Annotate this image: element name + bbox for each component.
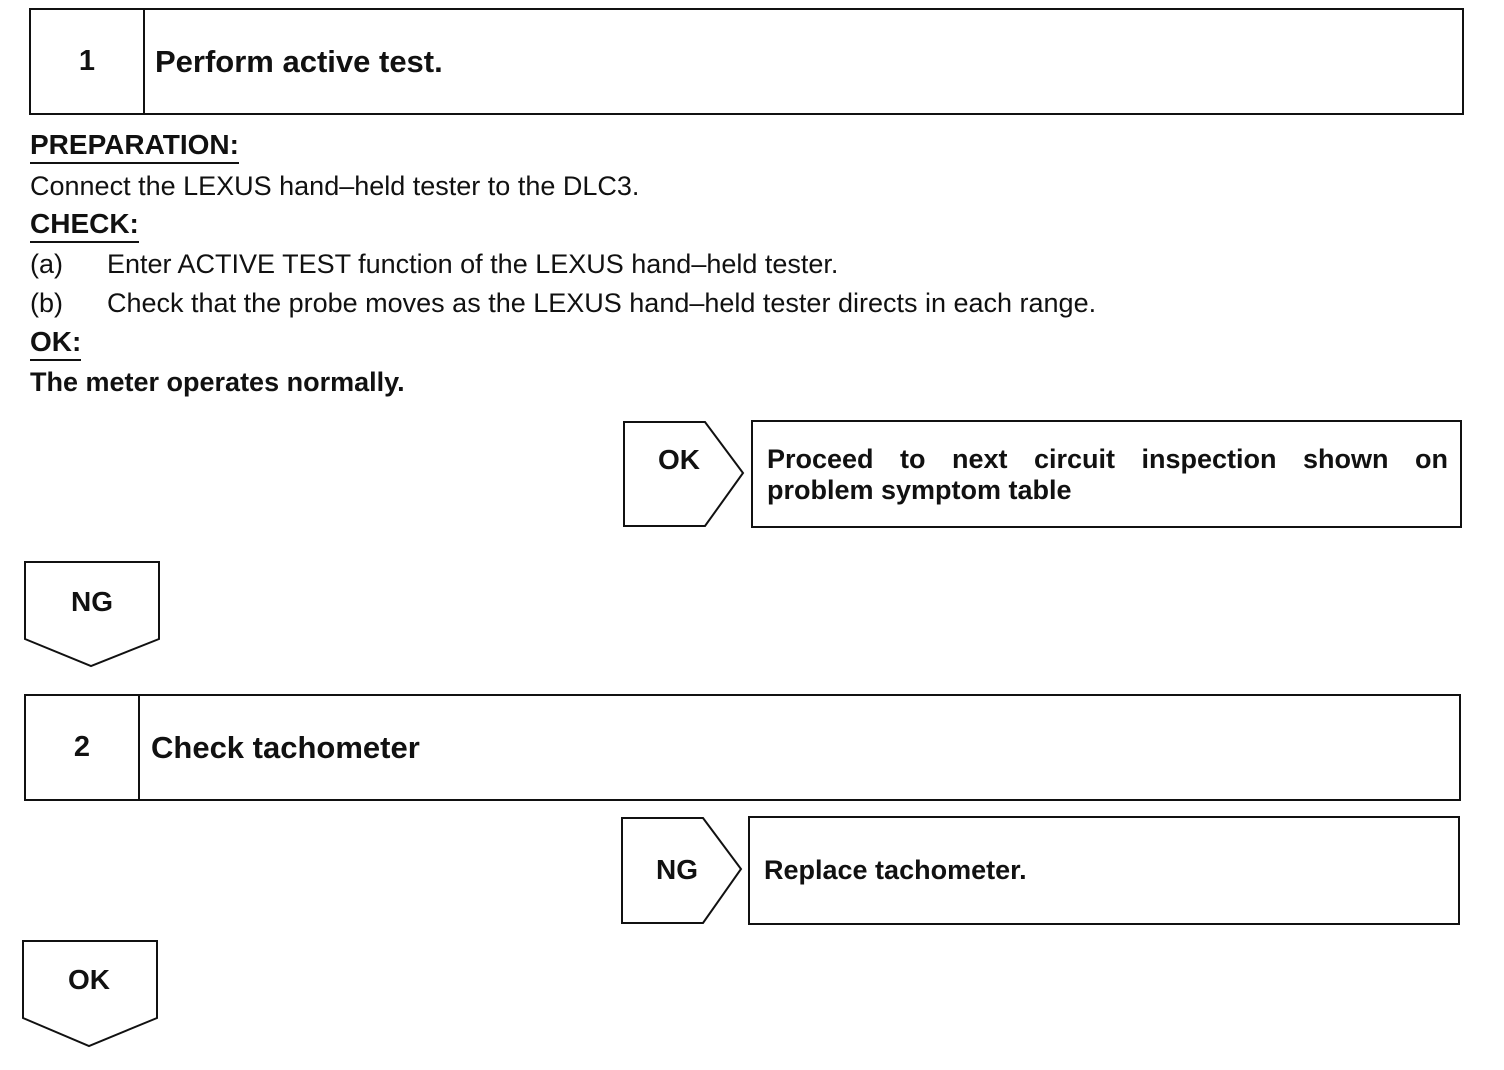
- step-2-number: 2: [26, 696, 140, 799]
- check-item-a-text: Enter ACTIVE TEST function of the LEXUS hand–held tester.: [107, 249, 839, 279]
- step-1-number: 1: [31, 10, 145, 113]
- flow-2-label: OK: [68, 964, 110, 995]
- step-1-box: [29, 8, 1464, 115]
- flow-1-label: NG: [71, 586, 113, 617]
- branch-1-result-line-1: Proceed to next circuit inspection shown on: [767, 444, 1448, 474]
- check-item-b-text: Check that the probe moves as the LEXUS hand–held tester directs in each range.: [107, 288, 1097, 318]
- branch-2-label: NG: [656, 854, 698, 885]
- check-item-b-label: (b): [30, 288, 63, 318]
- check-item-a-label: (a): [30, 249, 63, 279]
- preparation-text: Connect the LEXUS hand–held tester to the DLC3.: [30, 171, 640, 201]
- step-2-title: Check tachometer: [151, 729, 420, 765]
- branch-2-result: Replace tachometer.: [764, 855, 1027, 885]
- ok-criteria-heading: OK:: [30, 326, 81, 361]
- step-1-title: Perform active test.: [155, 43, 443, 79]
- preparation-heading: PREPARATION:: [30, 129, 239, 164]
- check-heading: CHECK:: [30, 208, 139, 243]
- branch-1-result-line-2: problem symptom table: [767, 475, 1072, 505]
- step-2-box: [24, 694, 1461, 801]
- branch-2-result-box: [748, 816, 1460, 925]
- ok-criteria-text: The meter operates normally.: [30, 367, 405, 397]
- branch-1-result-box: [751, 420, 1462, 528]
- branch-1-label: OK: [658, 443, 700, 475]
